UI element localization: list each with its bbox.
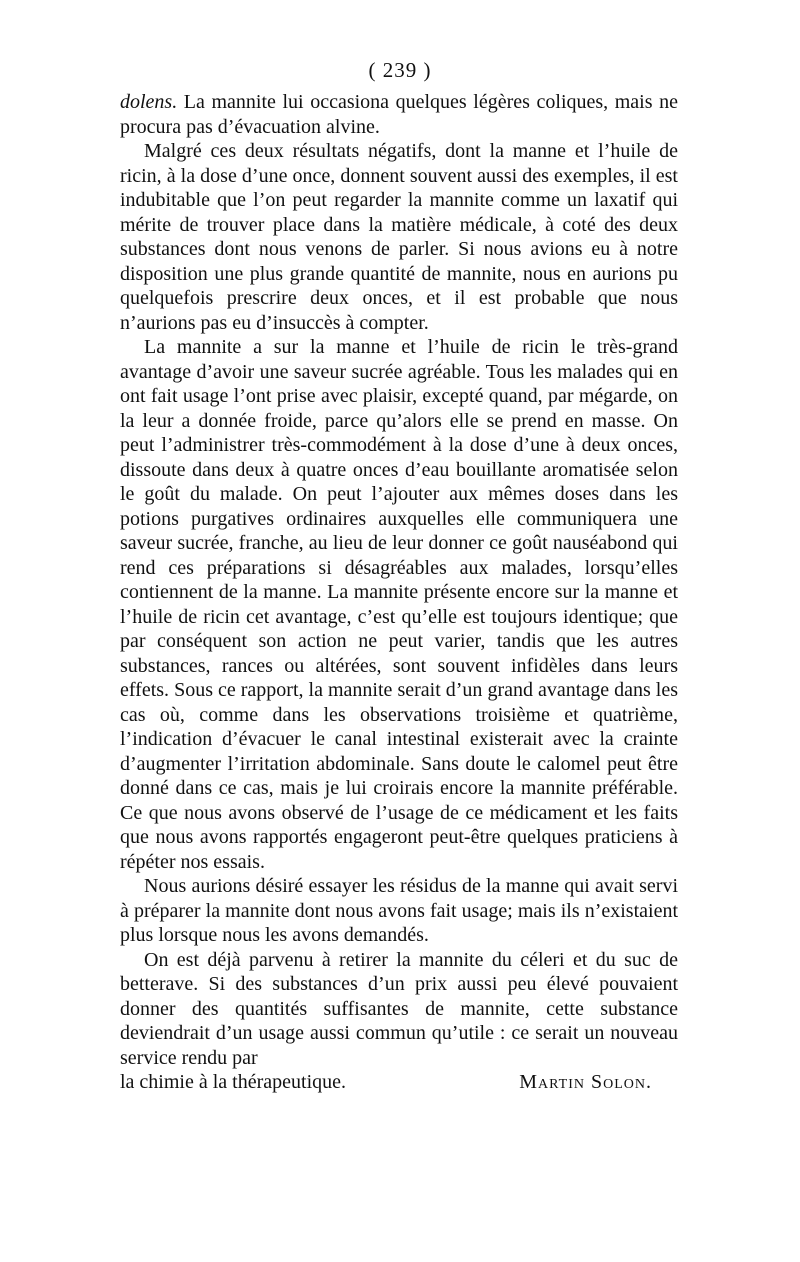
paragraph-1 (120, 90, 678, 139)
paragraph-4: Nous aurions désiré essayer les résidus de la manne qui avait servi à préparer la mannite dont nous avons fait usage; mais ils n’existaient plus lorsque nous les avons demandés. (120, 875, 678, 946)
paragraph-5-text: On est déjà parvenu à retirer la mannite du céleri et du suc de betterave. Si des substances d’un prix aussi peu élevé pouvaient donner des quantités suffisantes de mannite, cette substance deviendrait d’un usage aussi commun qu’utile : ce serait un nouveau service rendu par (120, 948, 678, 1069)
page-number: ( 239 ) (368, 58, 432, 82)
italic-lead-word: dolens. (120, 91, 178, 113)
paragraph-3: La mannite a sur la manne et l’huile de ricin le très-grand avantage d’avoir une saveur sucrée agréable. Tous les malades qui en ont fait usage l’ont prise avec plaisir, excepté quand, par mégarde, on la leur a donnée froide, parce qu’alors elle se prend en masse. On peut l’administrer très-commodément à la dose d’une à deux onces, dissoute dans deux à quatre onces d’eau bouillante aromatisée selon le goût du malade. On peut l’ajouter aux mêmes doses dans les potions purgatives ordinaires auxquelles elle communiquera une saveur sucrée, franche, au lieu de leur donner ce goût nauséabond qui rend ces préparations si désagréables aux malades, lorsqu’elles contiennent de la manne. La mannite présente encore sur la manne et l’huile de ricin cet avantage, c’est qu’elle est toujours identique; que par conséquent son action ne peut varier, tandis que les autres substances, rances ou altérées, sont souvent infidèles dans leurs effets. Sous ce rapport, la mannite serait d’un grand avantage dans les cas où, comme dans les observations troisième et quatrième, l’indication d’évacuer le canal intestinal existerait avec la crainte d’augmenter l’irritation abdominale. Sans doute le calomel peut être donné dans ce cas, mais je lui croirais encore la mannite préférable. Ce que nous avons observé de l’usage de ce médicament et les faits que nous avons rapportés engageront peut-être quelques praticiens à répéter nos essais. (120, 336, 678, 873)
paragraph-5-last-line: la chimie à la thérapeutique. (120, 1071, 347, 1093)
closing-line (120, 1070, 678, 1095)
author-signature: Martin Solon. (519, 1071, 652, 1093)
body-text (120, 90, 678, 1095)
paragraph-5 (120, 948, 678, 1071)
paragraph-1-text: La mannite lui occasiona quelques légères coliques, mais ne procura pas d’évacuation alvine. (120, 91, 678, 138)
paragraph-2: Malgré ces deux résultats négatifs, dont la manne et l’huile de ricin, à la dose d’une once, donnent souvent aussi des exemples, il est indubitable que l’on peut regarder la mannite comme un laxatif qui mérite de trouver place dans la matière médicale, à coté des deux substances dont nous venons de parler. Si nous avions eu à notre disposition une plus grande quantité de mannite, nous en aurions pu quelquefois prescrire deux onces, et il est probable que nous n’aurions pas eu d’insuccès à compter. (120, 140, 678, 334)
